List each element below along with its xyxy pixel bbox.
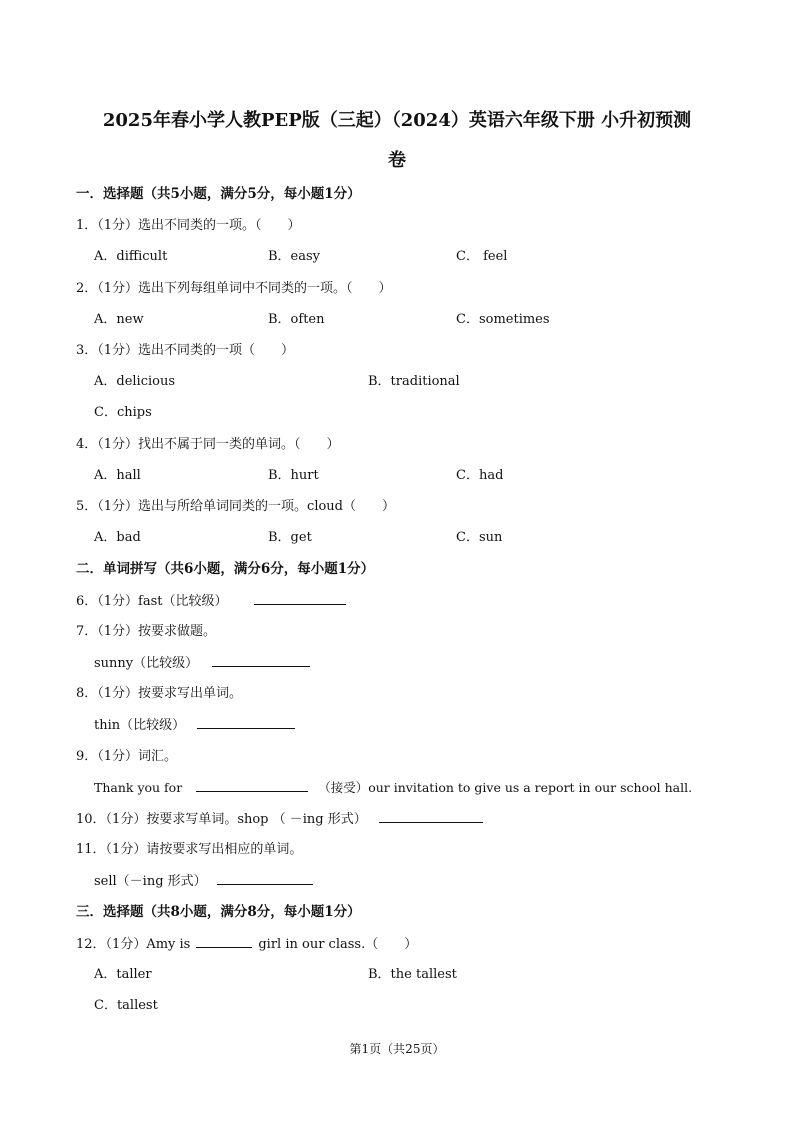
question-3-option-b: B．traditional [368, 374, 460, 389]
question-12-option-a: A．taller [94, 967, 152, 982]
question-10-stem: 10．（1分）按要求写单词。shop （ －ing 形式） [76, 812, 367, 827]
question-7-sub-text: sunny（比较级） [94, 656, 199, 671]
section-heading-2: 二．单词拼写（共6小题，满分6分，每小题1分） [76, 561, 375, 577]
question-12-option-b: B．the tallest [368, 967, 457, 982]
question-9-sub-before: Thank you for [94, 780, 183, 795]
question-7-stem: 7．（1分）按要求做题。 [76, 624, 217, 639]
question-9-sub-after: （接受）our invitation to give us a report in our school hall. [318, 780, 693, 795]
question-8-stem: 8．（1分）按要求写出单词。 [76, 686, 243, 701]
question-2-option-c: C．sometimes [456, 312, 550, 327]
question-12-stem-before: 12．（1分）Amy is [76, 937, 191, 952]
question-12-stem [76, 935, 417, 954]
section-heading-1: 一．选择题（共5小题，满分5分，每小题1分） [76, 186, 361, 202]
section-heading-3: 三．选择题（共8小题，满分8分，每小题1分） [76, 904, 361, 920]
question-9-sub [94, 779, 692, 797]
question-5-option-a: A．bad [94, 530, 141, 545]
answer-blank[interactable] [254, 592, 346, 605]
answer-blank[interactable] [197, 716, 295, 729]
answer-blank[interactable] [196, 779, 308, 792]
question-2-option-a: A．new [94, 312, 144, 327]
question-3-stem: 3．（1分）选出不同类的一项（ ） [76, 343, 295, 358]
question-12-stem-after: girl in our class.（ ） [258, 937, 418, 952]
answer-blank[interactable] [196, 935, 252, 948]
question-3-option-c: C．chips [94, 405, 152, 420]
answer-blank[interactable] [379, 810, 483, 823]
question-2-stem: 2．（1分）选出下列每组单词中不同类的一项。（ ） [76, 281, 392, 296]
question-8-sub [94, 716, 301, 735]
question-2-option-b: B．often [268, 312, 325, 327]
question-11-sub-text: sell（－ing 形式） [94, 874, 207, 889]
question-6 [76, 592, 352, 611]
question-11-sub [94, 872, 319, 891]
question-4-option-b: B．hurt [268, 468, 319, 483]
question-10 [76, 810, 489, 829]
question-5-option-b: B．get [268, 530, 312, 545]
question-3-option-a: A．delicious [94, 374, 176, 389]
answer-blank[interactable] [212, 654, 310, 667]
question-12-option-c: C．tallest [94, 998, 158, 1013]
question-5-option-c: C．sun [456, 530, 503, 545]
question-1-option-b: B．easy [268, 249, 321, 264]
question-4-option-c: C．had [456, 468, 504, 483]
question-1-stem: 1．（1分）选出不同类的一项。（ ） [76, 218, 301, 233]
question-4-stem: 4．（1分）找出不属于同一类的单词。（ ） [76, 437, 340, 452]
question-1-option-c: C． feel [456, 249, 508, 264]
question-8-sub-text: thin（比较级） [94, 718, 186, 733]
question-9-stem: 9．（1分）词汇。 [76, 749, 178, 764]
page-footer: 第1页（共25页） [349, 1042, 445, 1056]
question-1-option-a: A．difficult [94, 249, 168, 264]
question-4-option-a: A．hall [94, 468, 141, 483]
page-title: 2025年春小学人教PEP版（三起）（2024）英语六年级下册 小升初预测 [102, 110, 692, 131]
answer-blank[interactable] [217, 872, 313, 885]
question-11-stem: 11．（1分）请按要求写出相应的单词。 [76, 842, 303, 857]
question-7-sub [94, 654, 316, 673]
question-6-stem: 6．（1分）fast（比较级） [76, 594, 228, 609]
page-title-continued: 卷 [388, 150, 406, 171]
question-5-stem: 5．（1分）选出与所给单词同类的一项。cloud（ ） [76, 499, 396, 514]
